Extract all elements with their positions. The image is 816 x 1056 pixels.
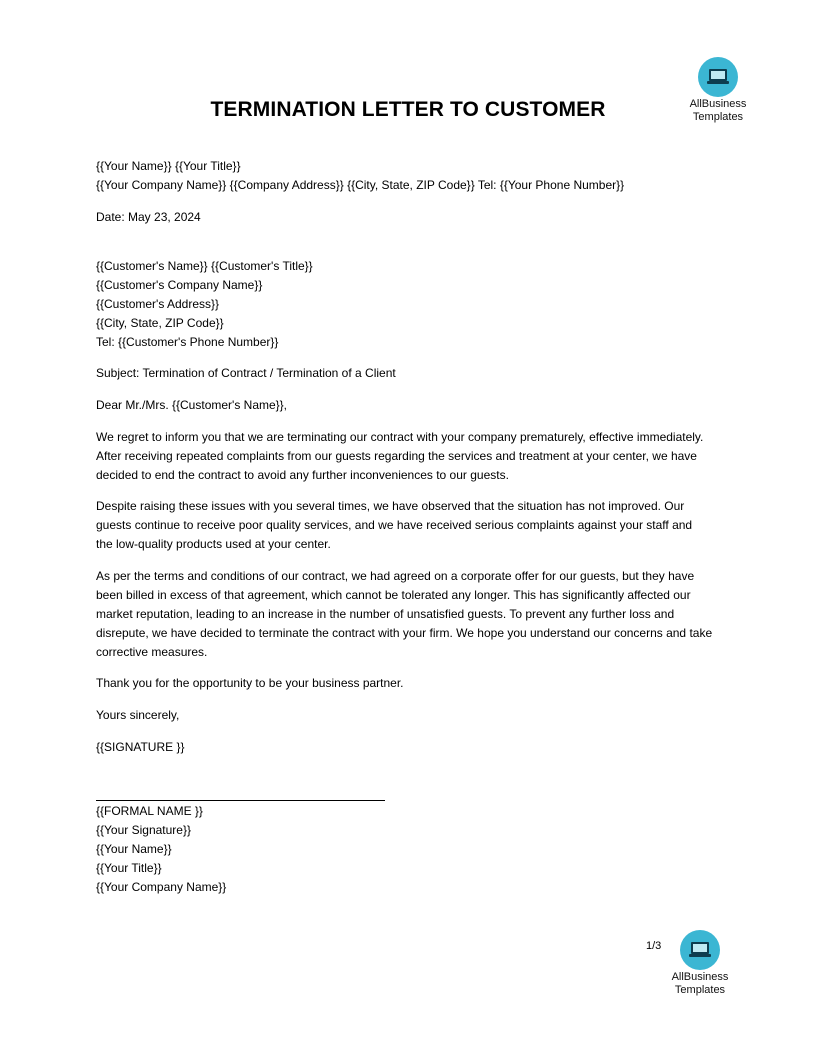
laptop-icon	[706, 67, 730, 87]
recipient-line: Tel: {{Customer's Phone Number}}	[96, 335, 279, 349]
sender-line: {{Your Company Name}} {{Company Address}} {{City, State, ZIP Code}} Tel: {{Your Phone Number}}	[96, 178, 625, 192]
signoff-line: {{Your Name}}	[96, 842, 172, 856]
subject-line: Subject: Termination of Contract / Termination of a Client	[96, 366, 396, 380]
salutation: Dear Mr./Mrs. {{Customer's Name}},	[96, 398, 288, 412]
closing: Yours sincerely,	[96, 708, 180, 722]
recipient-line: {{City, State, ZIP Code}}	[96, 316, 224, 330]
recipient-line: {{Customer's Name}} {{Customer's Title}}	[96, 259, 313, 273]
signature-placeholder: {{SIGNATURE }}	[96, 740, 185, 754]
body-paragraph: As per the terms and conditions of our contract, we had agreed on a corporate offer for our guests, but they have been billed in excess of that agreement, which cannot be tolerated any longer. This has significantly affected our market reputation, leading to an increase in the number of unsatisfied guests. To prevent any further loss and disrepute, we have decided to terminate the contract with your firm. We hope you understand our concerns and take corrective measures.	[96, 569, 713, 659]
signoff-line: {{Your Signature}}	[96, 823, 191, 837]
logo-circle	[680, 930, 720, 970]
document-title: TERMINATION LETTER TO CUSTOMER	[210, 98, 606, 121]
signoff-line: {{Your Company Name}}	[96, 880, 227, 894]
body-paragraph: Despite raising these issues with you several times, we have observed that the situation has not improved. Our guests continue to receive poor quality services, and we have received serious complaints against your staff and the low-quality products used at your center.	[96, 499, 693, 551]
logo-brand-line2: Templates	[674, 984, 726, 996]
page-number: 1/3	[646, 940, 662, 952]
sender-block	[96, 157, 721, 195]
body-paragraph: We regret to inform you that we are terminating our contract with your company prematurely, effective immediately. After receiving repeated complaints from our guests regarding the services and treatment at your center, we have decided to end the contract to avoid any further inconveniences to our guests.	[96, 430, 704, 482]
logo-brand-line1: AllBusiness	[671, 971, 729, 983]
signoff-block	[96, 802, 721, 897]
signature-line	[96, 800, 385, 801]
recipient-block	[96, 257, 721, 352]
laptop-icon	[688, 940, 712, 960]
letter-date: Date: May 23, 2024	[96, 210, 201, 224]
logo-circle	[698, 57, 738, 97]
recipient-line: {{Customer's Address}}	[96, 297, 220, 311]
sender-line: {{Your Name}} {{Your Title}}	[96, 159, 241, 173]
body-paragraph: Thank you for the opportunity to be your business partner.	[96, 676, 404, 690]
brand-logo-footer	[655, 930, 745, 996]
recipient-line: {{Customer's Company Name}}	[96, 278, 263, 292]
signoff-line: {{Your Title}}	[96, 861, 162, 875]
logo-brand-line2: Templates	[692, 111, 744, 123]
signoff-line: {{FORMAL NAME }}	[96, 804, 203, 818]
logo-brand-line1: AllBusiness	[689, 98, 747, 110]
